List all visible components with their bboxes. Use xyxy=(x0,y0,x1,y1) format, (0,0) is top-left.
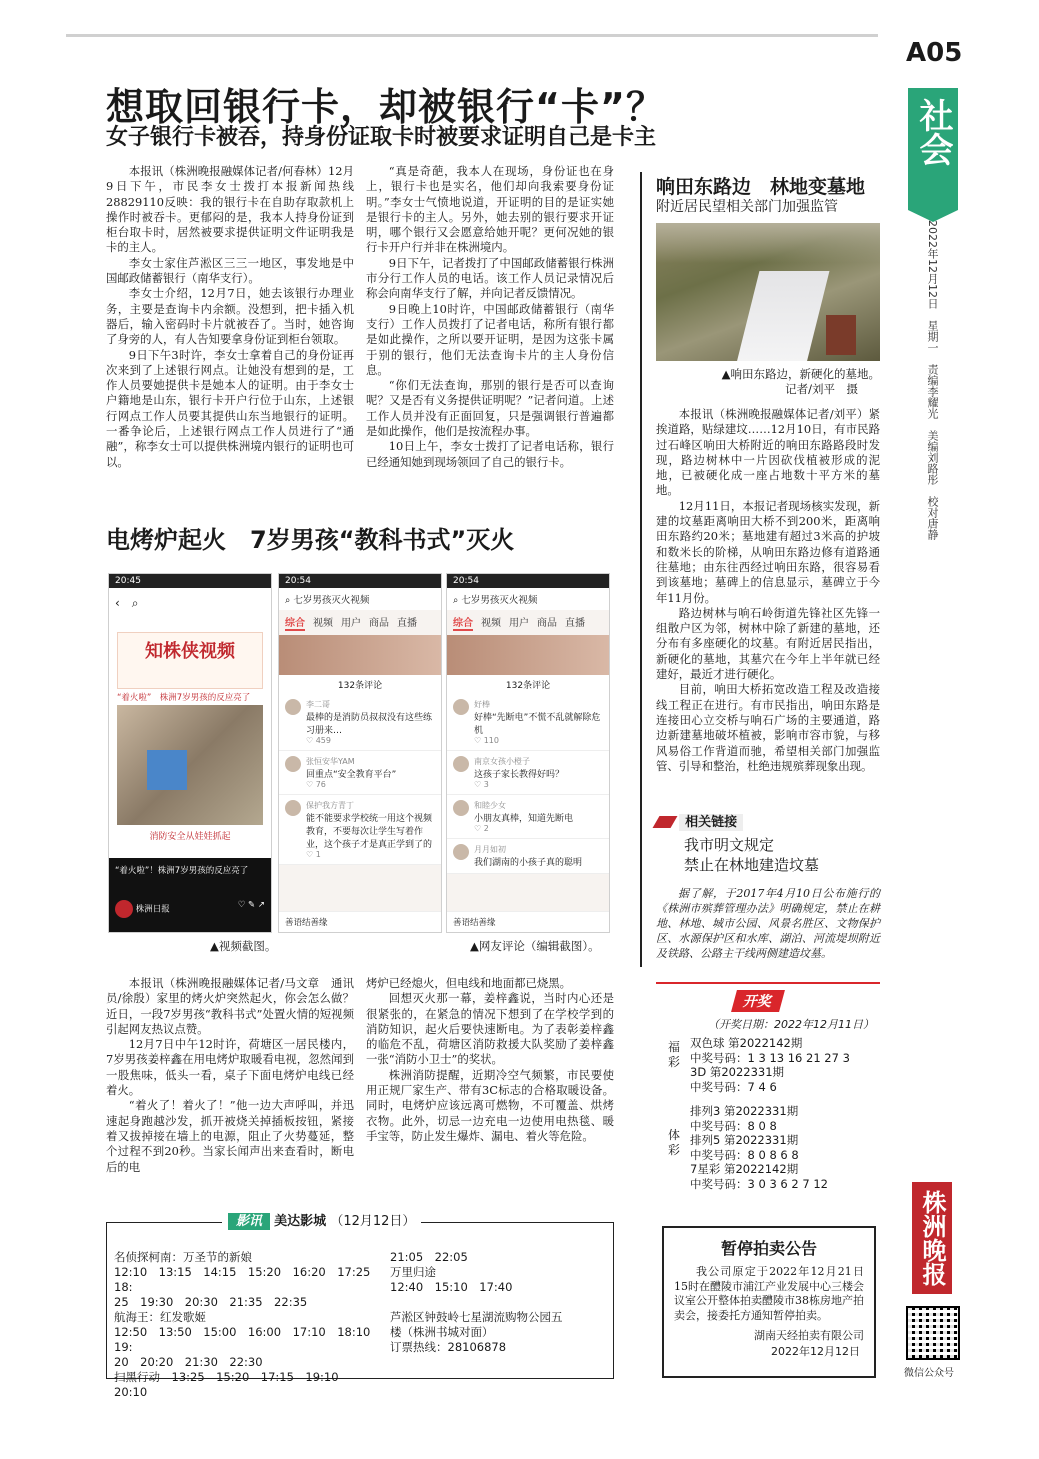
status-time: 20:54 xyxy=(453,576,479,586)
article3-col1 xyxy=(106,976,354,1175)
article2-subtitle: 附近居民望相关部门加强监管 xyxy=(656,199,838,215)
qr-pattern xyxy=(908,1308,958,1358)
comment-count: 132条评论 xyxy=(447,675,609,694)
paragraph: 株洲消防提醒，近期冷空气频繁，市民要使用正规厂家生产、带有3C标志的合格取暖设备。同时，电烤炉应该远离可燃物，不可覆盖、烘烤衣物。此外，切忌一边充电一边使用电热毯、暖手宝等，防止发生爆炸、漏电、着火等危险。 xyxy=(366,1067,614,1143)
search-query[interactable]: 七岁男孩灭火视频 xyxy=(461,595,538,606)
comment-text: 我们湖南的小孩子真的聪明 xyxy=(474,858,583,868)
tab-goods[interactable]: 商品 xyxy=(369,618,389,629)
account-avatar[interactable] xyxy=(115,900,133,918)
comment-input-placeholder[interactable]: 善语结善缘 xyxy=(453,918,496,928)
comment-author: 南京女孩小橙子 xyxy=(474,757,530,766)
tab-user[interactable]: 用户 xyxy=(341,618,361,629)
photo-sign xyxy=(826,315,856,355)
related-title-line1: 我市明文规定 xyxy=(684,836,775,854)
fucai-results xyxy=(690,1036,850,1094)
movie-line: 21:05 22:05 xyxy=(390,1250,468,1264)
lottery-line: 排列3 第2022331期 xyxy=(690,1104,799,1118)
paragraph: “着火了！着火了！”他一边大声呼叫，并迅速起身跑越沙发，抓开被烧关掉插板按钮，紧接着又拔掉接在墙上的电源，阻止了火势蔓延，整个过程不到20秒。当家长闻声出来查看时，断电后的电 xyxy=(106,1098,354,1174)
related-title xyxy=(684,835,819,875)
video-banner-text: “着火啦” 株洲7岁男孩的反应亮了 xyxy=(117,693,251,703)
related-text: 据了解，于2017年4月10日公布施行的《株洲市殡葬管理办法》明确规定，禁止在耕地、林地、城市公园、风景名胜区、文物保护区、水源保护区和水库、湖泊、河流堤坝附近及铁路、公路主干线两侧建造坟墓。 xyxy=(656,887,880,960)
tab-live[interactable]: 直播 xyxy=(565,618,585,629)
movie-col2 xyxy=(390,1250,606,1355)
tab-all[interactable]: 综合 xyxy=(453,614,473,631)
video-frame xyxy=(117,705,263,825)
lottery-line: 7星彩 第2022142期 xyxy=(690,1162,799,1176)
comment: 好棒 好棒“先断电”不慌不乱就解除危机 ♡ 110 xyxy=(447,694,609,751)
comment-author: 好棒 xyxy=(474,700,490,709)
photo-sky xyxy=(656,223,880,263)
avatar xyxy=(285,756,301,772)
paragraph: “你们无法查询，那别的银行是否可以查询呢？又是否有义务提供证明呢？”记者问道。上述工作人员并没有正面回复，只是强调银行普遍都是如此操作，他们是按流程办事。 xyxy=(366,378,614,439)
related-icon xyxy=(653,816,678,828)
paragraph: 12月7日中午12时许，荷塘区一居民楼内，7岁男孩姜梓鑫在用电烤炉取暖看电视，忽然闻到一股焦味，低头一看，桌子下面电烤炉电线已经着火。 xyxy=(106,1037,354,1098)
lottery-line: 中奖号码：7 4 6 xyxy=(690,1079,777,1094)
search-bar[interactable]: ⌕ 七岁男孩灭火视频 xyxy=(447,588,609,610)
article1-col2 xyxy=(366,164,614,470)
ticai-results xyxy=(690,1104,828,1191)
comment-author: 张恒安华YAM xyxy=(306,757,355,766)
account-name[interactable]: 株洲日报 xyxy=(135,904,170,915)
comment: 南京女孩小橙子 这孩子家长教得好吗？ ♡ 3 xyxy=(447,751,609,795)
search-tabs xyxy=(279,610,441,635)
movie-line: 芦淞区钟鼓岭七星湖流购物公园五 xyxy=(390,1310,563,1324)
article3-col2 xyxy=(366,976,614,1144)
comment: 保护我方青丁 能不能要求学校统一用这个视频教育，不要每次让学生写着作业，这个孩子才是真正学到了的 ♡ 1 xyxy=(279,795,441,865)
video-slogan: 消防安全从娃娃抓起 xyxy=(149,832,231,842)
lottery-line: 中奖号码：8 0 8 xyxy=(690,1118,777,1133)
brand-name: 知株侠视频 xyxy=(145,641,235,662)
avatar xyxy=(453,844,469,860)
tab-goods[interactable]: 商品 xyxy=(537,618,557,629)
article1-col1 xyxy=(106,164,354,470)
notice-date: 2022年12月12日 xyxy=(771,1345,860,1358)
video-bottom-bar xyxy=(109,858,271,933)
section-label: 社会 xyxy=(913,98,953,166)
lottery-line: 中奖号码：1 3 13 16 21 27 3 xyxy=(690,1050,850,1065)
comment-author: 月月如初 xyxy=(474,845,506,854)
comment xyxy=(447,839,609,874)
movie-line: 万里归途 xyxy=(390,1265,436,1279)
movie-spacer xyxy=(390,1295,606,1310)
video-title: “着火啦”！株洲7岁男孩的反应亮了 xyxy=(115,866,249,876)
article2-photo-caption: ▲响田东路边，新硬化的墓地。 xyxy=(721,367,880,381)
page-number: A05 xyxy=(906,38,963,68)
article3-title: 电烤炉起火 7岁男孩“教科书式”灭火 xyxy=(106,526,515,554)
search-tabs xyxy=(447,610,609,635)
paragraph: 本报讯（株洲晚报融媒体记者/何春林）12月9日下午，市民李女士拨打本报新闻热线28829110反映：我的银行卡在自助存取款机上操作时被吞卡。更郁闷的是，我本人持身份证到柜台取卡时，居然被要求提供证明文件证明我是卡的主人。 xyxy=(106,164,354,255)
comment-author: 和睦少女 xyxy=(474,801,506,810)
avatar xyxy=(453,756,469,772)
movie-brand: 影讯 xyxy=(228,1213,270,1230)
comments-screenshot-1 xyxy=(278,573,442,933)
comment: 李二哥 最棒的是消防员叔叔没有这些练习册来… ♡ 459 xyxy=(279,694,441,751)
paragraph: 9日下午，记者拨打了中国邮政储蓄银行株洲市分行工作人员的电话。该工作人员记录情况后称会向南华支行了解，并向记者反馈情况。 xyxy=(366,255,614,301)
article1-title: 想取回银行卡，却被银行“卡”？ xyxy=(106,85,665,129)
paragraph: 目前，响田大桥拓宽改造工程及改造接线工程正在进行。有市民指出，响田东路是连接田心立交桥与响石广场的主要通道，路边新建墓地破坏植被，影响市容市貌，与移风易俗工作背道而驰，希望相关部门加强监管、引导和整治，杜绝违规殡葬现象出现。 xyxy=(656,682,880,773)
article1-subtitle: 女子银行卡被吞，持身份证取卡时被要求证明自己是卡主 xyxy=(106,125,657,150)
comment-likes: 2 xyxy=(483,824,489,833)
comment-likes: 76 xyxy=(315,780,326,789)
tab-user[interactable]: 用户 xyxy=(509,618,529,629)
auction-notice xyxy=(662,1226,876,1378)
movie-line: 航海王：红发歌姬 xyxy=(114,1310,206,1324)
paragraph: 9日晚上10时许，中国邮政储蓄银行（南华支行）工作人员拨打了记者电话，称所有银行都是如此操作，之所以要开证明，是因为这张卡属于别的银行，他们无法查询卡片的主人身份信息。 xyxy=(366,301,614,377)
movie-line: 订票热线：28106878 xyxy=(390,1340,507,1354)
cemetery-photo xyxy=(656,223,880,361)
video-screenshot xyxy=(108,573,272,933)
video-child xyxy=(147,750,187,790)
comment-text: 小朋友真棒，知道先断电 xyxy=(474,814,574,824)
movie-line: 12:10 13:15 14:15 15:20 16:20 17:25 18: xyxy=(114,1265,382,1294)
comment-text: 能不能要求学校统一用这个视频教育，不要每次让学生写着作业，这个孩子才是真正学到了的 xyxy=(306,814,433,850)
paragraph: 10日上午，李女士拨打了记者电话称，银行已经通知她到现场领回了自己的银行卡。 xyxy=(366,439,614,469)
video-thumbnail[interactable] xyxy=(447,635,609,675)
comment: 张恒安华YAM 回重点“安全教育平台” ♡ 76 xyxy=(279,751,441,795)
paragraph: 路边树林与响石岭街道先锋社区先锋一组散户区为邻，树林中除了新建的墓地，还分布有多座硬化的坟墓。有附近居民指出，新硬化的墓地，其墓穴在今年上半年就已经建好，最近才进行硬化。 xyxy=(656,605,880,682)
lottery-line: 中奖号码：3 0 3 6 2 7 12 xyxy=(690,1176,828,1191)
notice-company: 湖南天经拍卖有限公司 xyxy=(754,1329,864,1342)
article2-photo-credit: 记者/刘平 摄 xyxy=(785,382,858,396)
comment-count: 132条评论 xyxy=(279,675,441,694)
lottery-line: 双色球 第2022142期 xyxy=(690,1036,803,1050)
movie-col1 xyxy=(114,1250,382,1400)
movie-line: 12:50 13:50 15:00 16:00 17:10 18:10 19: xyxy=(114,1325,382,1354)
comment-text: 回重点“安全教育平台” xyxy=(306,770,397,780)
comment-likes: 3 xyxy=(483,780,489,789)
movie-line: 扫黑行动 13:25 15:20 17:15 19:10 20:10 xyxy=(114,1370,351,1399)
article2-body xyxy=(656,407,880,774)
related-title-line2: 禁止在林地建造坟墓 xyxy=(684,856,820,874)
related-label: 相关链接 xyxy=(679,814,743,831)
back-icon[interactable]: ‹ ⌕ xyxy=(115,596,139,610)
tab-all[interactable]: 综合 xyxy=(285,614,305,631)
caption-right: ▲网友评论（编辑截图）。 xyxy=(470,939,600,953)
paragraph: “真是奇葩，我本人在现场，身份证也在身上，银行卡也是实名，他们却向我索要身份证明。”李女士气愤地说道，开证明的目的是证实她是银行卡的主人。另外，她去别的银行要求开证明，哪个银行又会愿意给她开呢？更何况她的银行卡开户行并非在株洲境内。 xyxy=(366,164,614,255)
movie-line: 楼（株洲书城对面） xyxy=(390,1325,494,1339)
lottery-title: 开奖 xyxy=(731,990,785,1012)
tab-video[interactable]: 视频 xyxy=(481,618,501,629)
fucai-label: 福彩 xyxy=(668,1040,681,1069)
video-thumbnail[interactable] xyxy=(279,635,441,675)
paragraph: 李女士家住芦淞区三三一地区，事发地是中国邮政储蓄银行（南华支行）。 xyxy=(106,255,354,286)
date-line: 2022年12月12日 星期一 责编李耀光 美编刘路彤 校对唐静 xyxy=(926,220,939,540)
lottery-line: 3D 第2022331期 xyxy=(690,1065,785,1079)
comment-text: 最棒的是消防员叔叔没有这些练习册来… xyxy=(306,713,433,736)
comment-text: 这孩子家长教得好吗？ xyxy=(474,770,565,780)
account-row xyxy=(115,900,265,918)
notice-text: 我公司原定于2022年12月21日15时在醴陵市浦江产业发展中心三楼会议室公开整体拍卖醴陵市38栋房地产拍卖会，接委托方通知暂停拍卖。 xyxy=(674,1265,864,1322)
lottery-line: 排列5 第2022331期 xyxy=(690,1133,799,1147)
action-icons[interactable]: ♡ ✎ ↗ xyxy=(237,900,265,910)
ticai-label: 体彩 xyxy=(668,1128,681,1157)
status-bar xyxy=(447,574,609,588)
comment-likes: 110 xyxy=(483,736,499,745)
caption-left: ▲视频截图。 xyxy=(210,939,277,953)
paragraph: 烤炉已经熄火，但电线和地面都已烧黑。 xyxy=(366,976,572,990)
top-rule xyxy=(66,34,878,37)
comment: 和睦少女 小朋友真棒，知道先断电 ♡ 2 xyxy=(447,795,609,839)
comment-author: 保护我方青丁 xyxy=(306,801,354,810)
qr-label: 微信公众号 xyxy=(904,1368,954,1379)
cinema-name: 美达影城 xyxy=(274,1214,327,1229)
movie-line: 12:40 15:10 17:40 xyxy=(390,1280,513,1294)
related-links-header xyxy=(656,811,880,829)
paragraph: 回想灭火那一幕，姜梓鑫说，当时内心还是很紧张的，在紧急的情况下想到了在学校学到的消防知识，起火后要快速断电。为了表彰姜梓鑫的临危不乱，荷塘区消防救援大队奖励了姜梓鑫一张“消防小卫士”的奖状。 xyxy=(366,991,614,1067)
paragraph: 12月11日，本报记者现场核实发现，新建的坟墓距离响田大桥不到200米，距离响田东路约20米；墓地建有超过3米高的护坡和数米长的阶梯，从响田东路边修有道路通往墓地；由东往西经过响田东路，很容易看到该墓地；墓碑上的信息显示，墓碑立于今年11月份。 xyxy=(656,498,880,605)
comment-input-placeholder[interactable]: 善语结善缘 xyxy=(285,918,328,928)
notice-title: 暂停拍卖公告 xyxy=(720,1239,817,1258)
brand-banner xyxy=(117,632,263,689)
comment-likes: 459 xyxy=(315,736,331,745)
avatar xyxy=(453,800,469,816)
search-bar[interactable]: ⌕ 七岁男孩灭火视频 xyxy=(279,588,441,610)
avatar xyxy=(285,800,301,816)
paragraph: 9日下午3时许，李女士拿着自己的身份证再次来到了上述银行网点。让她没有想到的是，工作人员要她提供卡是她本人的证明。由于李女士户籍地是山东，银行卡开户行位于山东，上述银行网点工作人员要其提供山东当地银行的证明。一番争论后，上述银行网点工作人员进行了“通融”，称李女士可以提供株洲境内银行的证明也可以。 xyxy=(106,347,354,469)
paragraph: 本报讯（株洲晚报融媒体记者/马文章 通讯员/徐殷）家里的烤火炉突然起火，你会怎么做？近日，一段7岁男孩“教科书式”处置火情的短视频引起网友热议点赞。 xyxy=(106,976,354,1036)
paragraph: 李女士介绍，12月7日，她去该银行办理业务，主要是查询卡内余额。没想到，把卡插入机器后，输入密码时卡片就被吞了。当时，她咨询了身旁的人，有人告知要拿身份证到柜台领取。 xyxy=(106,286,354,347)
movie-date: （12月12日） xyxy=(330,1214,416,1229)
search-query[interactable]: 七岁男孩灭火视频 xyxy=(293,595,370,606)
avatar xyxy=(285,699,301,715)
comment-author: 李二哥 xyxy=(306,700,330,709)
status-time: 20:54 xyxy=(285,576,311,586)
paragraph: 本报讯（株洲晚报融媒体记者/刘平）紧挨道路，贴绿建坟……12月10日，有市民路过石峰区响田大桥附近的响田东路路段时发现，路边树林中一片因砍伐植被形成的泥地，已被硬化成一座占地数十平方米的墓地。 xyxy=(656,407,880,498)
avatar xyxy=(453,699,469,715)
comment-input[interactable] xyxy=(279,911,442,932)
comment-input[interactable] xyxy=(447,911,610,932)
lottery-date: （开奖日期：2022年12月11日） xyxy=(708,1018,874,1031)
section-tab xyxy=(908,88,958,210)
article2-title: 响田东路边 林地变墓地 xyxy=(656,176,866,198)
movie-line: 名侦探柯南：万圣节的新娘 xyxy=(114,1250,252,1264)
status-time: 20:45 xyxy=(115,576,141,586)
tab-video[interactable]: 视频 xyxy=(313,618,333,629)
masthead-logo: 株洲晚报 xyxy=(912,1182,952,1294)
comment-text: 好棒“先断电”不慌不乱就解除危机 xyxy=(474,713,601,736)
lottery-line: 中奖号码：8 0 8 6 8 xyxy=(690,1147,799,1162)
lottery-rule xyxy=(656,982,880,984)
movie-line: 25 19:30 20:30 21:35 22:35 xyxy=(114,1295,308,1309)
comment-likes: 1 xyxy=(315,850,321,859)
qr-code[interactable] xyxy=(908,1308,958,1358)
status-bar xyxy=(109,574,271,588)
cemetery-wall xyxy=(737,271,830,361)
comments-screenshot-2 xyxy=(446,573,610,933)
movie-header xyxy=(222,1210,421,1229)
movie-line: 20 20:20 21:30 22:30 xyxy=(114,1355,263,1369)
tab-live[interactable]: 直播 xyxy=(397,618,417,629)
column-divider xyxy=(640,172,642,967)
status-bar xyxy=(279,574,441,588)
